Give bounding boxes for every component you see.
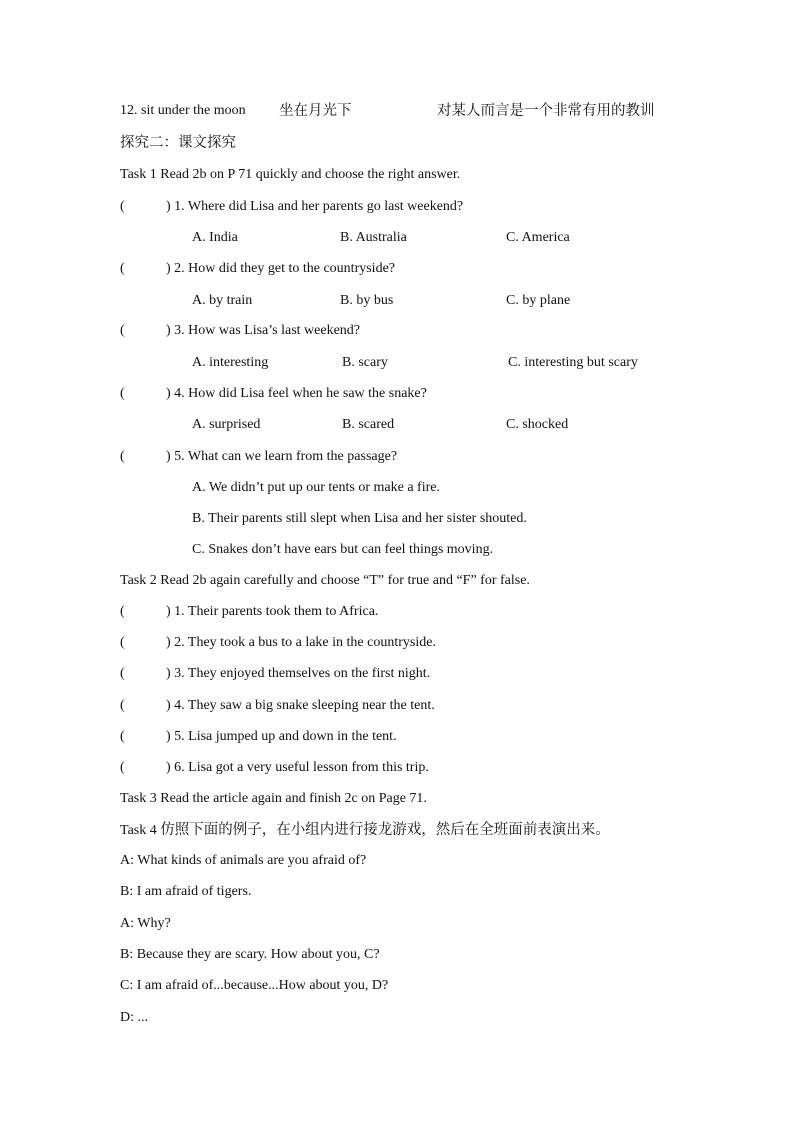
- dialogue-line: A: Why?: [120, 916, 171, 931]
- answer-bracket: (: [120, 698, 125, 713]
- task1-question-5: [120, 447, 397, 467]
- answer-bracket: (: [120, 666, 125, 681]
- statement-text: ) 2. They took a bus to a lake in the countryside.: [166, 635, 436, 650]
- option-b: B. Their parents still slept when Lisa and her sister shouted.: [192, 511, 527, 526]
- question-text: ) 3. How was Lisa’s last weekend?: [166, 323, 361, 338]
- option-c: C. America: [506, 230, 570, 245]
- dialogue-line: B: Because they are scary. How about you, C?: [120, 947, 380, 962]
- task2-statement-1: [120, 602, 378, 622]
- option-c: C. interesting but scary: [508, 355, 638, 370]
- option-a: A. surprised: [192, 417, 261, 432]
- answer-bracket: (: [120, 261, 125, 276]
- option-b: B. scary: [342, 355, 388, 370]
- option-a: A. India: [192, 230, 238, 245]
- answer-bracket: (: [120, 604, 125, 619]
- question-text: ) 1. Where did Lisa and her parents go last weekend?: [166, 199, 464, 214]
- question-text: ) 2. How did they get to the countryside?: [166, 261, 396, 276]
- vocab-item-12: [120, 101, 246, 121]
- option-c: C. shocked: [506, 417, 569, 432]
- statement-text: ) 3. They enjoyed themselves on the first night.: [166, 666, 431, 681]
- task2-statement-5: [120, 727, 397, 747]
- option-b: B. scared: [342, 417, 395, 432]
- task2-statement-6: [120, 758, 429, 778]
- task2-statement-2: [120, 633, 436, 653]
- task4-instruction: [120, 820, 610, 841]
- answer-bracket: (: [120, 760, 125, 775]
- vocab-item-12-cn: 坐在月光下: [279, 103, 352, 119]
- statement-text: ) 6. Lisa got a very useful lesson from this trip.: [166, 760, 429, 775]
- task4-instruction-en: Task 4: [120, 823, 161, 838]
- vocab-lesson-cn: 对某人而言是一个非常有用的教训: [437, 103, 655, 119]
- option-b: B. by bus: [340, 293, 394, 308]
- statement-text: ) 5. Lisa jumped up and down in the tent.: [166, 729, 397, 744]
- task2-statement-3: [120, 664, 430, 684]
- dialogue-line: D: ...: [120, 1010, 148, 1025]
- dialogue-line: A: What kinds of animals are you afraid of?: [120, 853, 367, 868]
- task1-question-3: [120, 321, 360, 341]
- question-text: ) 5. What can we learn from the passage?: [166, 449, 398, 464]
- question-text: ) 4. How did Lisa feel when he saw the snake?: [166, 386, 427, 401]
- dialogue-line: B: I am afraid of tigers.: [120, 884, 252, 899]
- answer-bracket: (: [120, 386, 125, 401]
- answer-bracket: (: [120, 449, 125, 464]
- vocab-item-12-en: 12. sit under the moon: [120, 103, 246, 118]
- option-a: A. by train: [192, 293, 253, 308]
- task1-question-1: [120, 197, 463, 217]
- option-c: C. by plane: [506, 293, 571, 308]
- dialogue-line: C: I am afraid of...because...How about you, D?: [120, 978, 389, 993]
- answer-bracket: (: [120, 729, 125, 744]
- task1-instruction: Task 1 Read 2b on P 71 quickly and choose the right answer.: [120, 167, 461, 182]
- statement-text: ) 4. They saw a big snake sleeping near the tent.: [166, 698, 435, 713]
- task4-instruction-cn: 仿照下面的例子，在小组内进行接龙游戏，然后在全班面前表演出来。: [160, 822, 610, 838]
- option-a: A. We didn’t put up our tents or make a fire.: [192, 480, 440, 495]
- option-b: B. Australia: [340, 230, 407, 245]
- task2-statement-4: [120, 696, 435, 716]
- option-c: C. Snakes don’t have ears but can feel things moving.: [192, 542, 494, 557]
- section-title: 探究二：课文探究: [120, 135, 236, 151]
- statement-text: ) 1. Their parents took them to Africa.: [166, 604, 379, 619]
- task3-instruction: Task 3 Read the article again and finish 2c on Page 71.: [120, 791, 427, 806]
- answer-bracket: (: [120, 635, 125, 650]
- answer-bracket: (: [120, 199, 125, 214]
- task1-question-4: [120, 384, 427, 404]
- task1-question-2: [120, 259, 395, 279]
- answer-bracket: (: [120, 323, 125, 338]
- task2-instruction: Task 2 Read 2b again carefully and choose “T” for true and “F” for false.: [120, 573, 530, 588]
- option-a: A. interesting: [192, 355, 269, 370]
